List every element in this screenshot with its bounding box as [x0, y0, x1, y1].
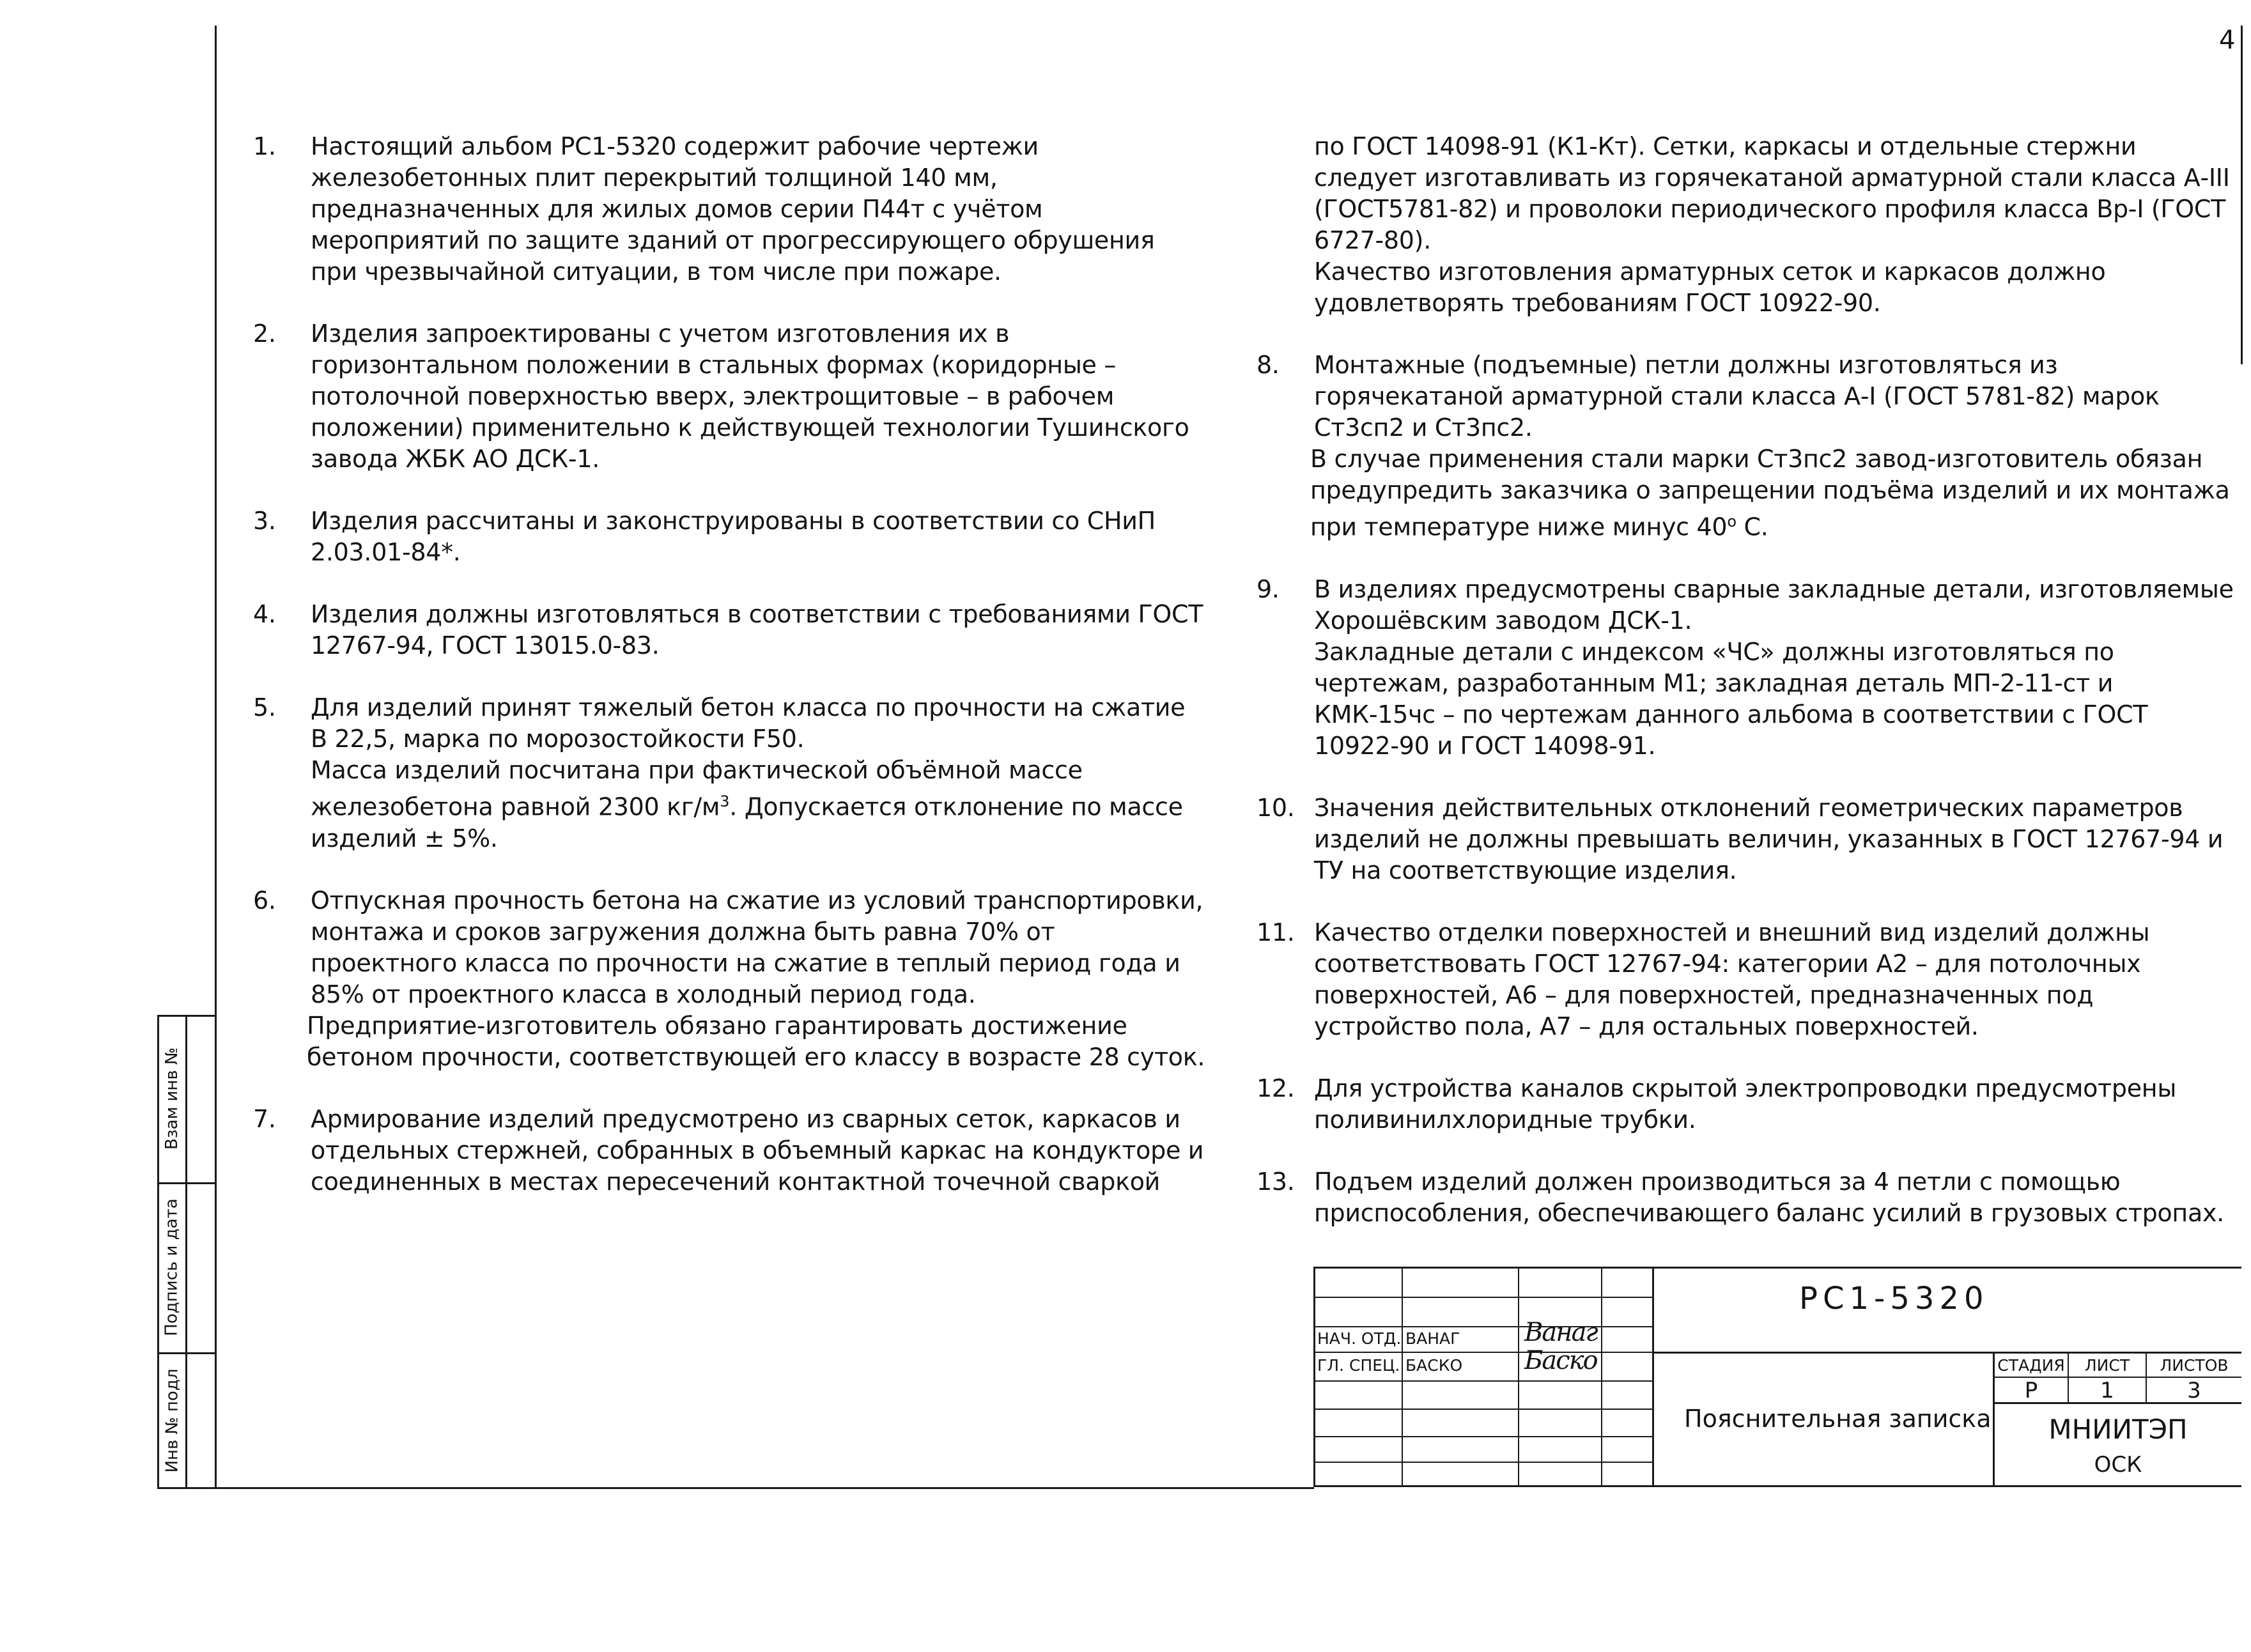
role-head-of-dept: НАЧ. ОТД.: [1317, 1329, 1402, 1348]
name-chief-specialist: БАСКО: [1405, 1356, 1463, 1375]
side-label-original-inv: Инв № подл: [162, 1368, 182, 1473]
note-9: [1253, 574, 2237, 762]
note-number: 4.: [253, 600, 276, 628]
note-1: [249, 131, 1208, 288]
note-4: [249, 599, 1208, 661]
note-number: 6.: [253, 886, 276, 915]
sheets-value: 3: [2187, 1378, 2201, 1403]
note-number: 11.: [1257, 918, 1295, 946]
tb-hline-4: [1313, 1380, 1653, 1382]
stage-value: Р: [2024, 1378, 2038, 1403]
page-number: 4: [2219, 26, 2236, 55]
note-number: 10.: [1257, 793, 1295, 822]
note-text: Изделия запроектированы с учетом изготовления их в горизонтальном положении в стальных формах (коридорные – потолочной поверхностью вверх, электрощитовые – в рабочем положении) применительно к действующей технологии Тушинского завода ЖБК АО ДСК-1.: [311, 320, 1189, 473]
notes-right-column: [1253, 131, 2237, 1229]
tb-vline-4: [1652, 1267, 1654, 1487]
note-number: 13.: [1257, 1167, 1295, 1196]
signature-head-of-dept: Ванаг: [1524, 1318, 1597, 1347]
note-7: [249, 1104, 1208, 1198]
organization-name: МНИИТЭП: [2048, 1414, 2188, 1445]
note-text: Для изделий принят тяжелый бетон класса по прочности на сжатие В 22,5, марка по морозостойкости F50.: [311, 693, 1186, 753]
note-text-temperature: В случае применения стали марки Ст3пс2 завод-изготовитель обязан предупредить заказчика о запрещении подъёма изделий и их монтажа при температуре ниже минус $40^о$ С.: [1310, 445, 2230, 541]
sheet-label: ЛИСТ: [2084, 1356, 2130, 1375]
note-11: [1253, 917, 2237, 1042]
stage-label: СТАДИЯ: [1997, 1356, 2065, 1375]
note-7-continued: [1253, 131, 2237, 319]
note-number: 7.: [253, 1104, 276, 1133]
tb-bottom-line: [1313, 1485, 2241, 1487]
name-head-of-dept: ВАНАГ: [1405, 1329, 1460, 1348]
frame-right-border: [2241, 26, 2243, 364]
note-number: 9.: [1257, 575, 1280, 603]
tb-hline-2: [1313, 1326, 1653, 1327]
tb-hline-5: [1313, 1409, 1653, 1410]
note-text: Качество отделки поверхностей и внешний вид изделий должны соответствовать ГОСТ 12767-94: категории А2 – для потолочных поверхностей, А6 – для поверхностей, предназначенных под устройство пола, А7 – для остальных поверхностей.: [1314, 918, 2150, 1040]
side-stamp: [157, 1015, 212, 1489]
note-8: [1253, 350, 2237, 543]
note-13: [1253, 1166, 2237, 1229]
note-text: Изделия должны изготовляться в соответствии с требованиями ГОСТ 12767-94, ГОСТ 13015.0-83.: [311, 600, 1203, 660]
signature-chief-specialist: Баско: [1524, 1346, 1597, 1375]
note-text: Качество изготовления арматурных сеток и каркасов должно удовлетворять требованиям ГОСТ 10922-90.: [1314, 258, 2106, 317]
note-10: [1253, 792, 2237, 886]
note-text: Армирование изделий предусмотрено из сварных сеток, каркасов и отдельных стержней, собранных в объемный каркас на кондукторе и соединенных в местах пересечений контактной точечной сваркой: [311, 1104, 1204, 1196]
frame-left-border: [215, 26, 217, 1489]
sheets-label: ЛИСТОВ: [2160, 1356, 2229, 1375]
note-number: 5.: [253, 693, 276, 722]
document-code: РС1-5320: [1799, 1281, 1989, 1316]
note-number: 1.: [253, 132, 276, 160]
note-text: Значения действительных отклонений геометрических параметров изделий не должны превышать величин, указанных в ГОСТ 12767-94 и ТУ на соответствующие изделия.: [1314, 793, 2224, 884]
tb-vline-2: [1518, 1267, 1519, 1487]
tb-top-line: [1313, 1267, 2241, 1269]
note-number: 8.: [1257, 351, 1280, 379]
note-text: Для устройства каналов скрытой электропроводки предусмотрены поливинилхлоридные трубки.: [1314, 1074, 2177, 1134]
note-text: Отпускная прочность бетона на сжатие из условий транспортировки, монтажа и сроков загружения должна быть равна 70% от проектного класса по прочности на сжатие в теплый период года и 85% от проектного класса в холодный период года.: [311, 886, 1203, 1008]
note-text-mass: Масса изделий посчитана при фактической объёмной массе железобетона равной 2300 $кг/м^3$. Допускается отклонение по массе изделий ± 5%.: [311, 756, 1183, 853]
note-text: Подъем изделий должен производиться за 4 петли с помощью приспособления, обеспечивающего баланс усилий в грузовых стропах.: [1314, 1167, 2224, 1227]
side-label-replaced-inv: Взам инв №: [162, 1047, 182, 1150]
notes-left-column: [249, 131, 1208, 1198]
tb-code-bottom-line: [1652, 1352, 2241, 1354]
document-title: Пояснительная записка: [1684, 1405, 1992, 1433]
tb-hline-6: [1313, 1436, 1653, 1437]
tb-hline-7: [1313, 1462, 1653, 1463]
superscript: 3: [720, 792, 730, 810]
note-text: Настоящий альбом РС1-5320 содержит рабочие чертежи железобетонных плит перекрытий толщиной 140 мм, предназначенных для жилых домов серии П44т с учётом мероприятий по защите зданий от прогрессирующего обрушения при чрезвычайной ситуации, в том числе при пожаре.: [311, 132, 1155, 286]
superscript: о: [1727, 513, 1737, 530]
department-name: ОСК: [2094, 1452, 2142, 1478]
note-number: 3.: [253, 507, 276, 535]
note-5: [249, 692, 1208, 854]
note-3: [249, 506, 1208, 568]
note-12: [1253, 1073, 2237, 1136]
sheet-value: 1: [2100, 1378, 2114, 1403]
note-6: [249, 885, 1208, 1073]
note-text: Предприятие-изготовитель обязано гарантировать достижение бетоном прочности, соответствующей его классу в возрасте 28 суток.: [307, 1011, 1205, 1071]
note-text: по ГОСТ 14098-91 (К1-Кт). Сетки, каркасы и отдельные стержни следует изготавливать из горячекатаной арматурной стали класса А-III (ГОСТ5781-82) и проволоки периодического профиля класса Вр-I (ГОСТ 6727-80).: [1314, 132, 2230, 254]
tb-hline-3: [1313, 1352, 1653, 1353]
note-text: В изделиях предусмотрены сварные закладные детали, изготовляемые Хорошёвским заводом ДСК-1.: [1314, 575, 2234, 635]
title-block: [1313, 1267, 2241, 1487]
note-2: [249, 318, 1208, 475]
side-label-signature-date: Подпись и дата: [162, 1198, 182, 1336]
note-text: Монтажные (подъемные) петли должны изготовляться из горячекатаной арматурной стали класса А-I (ГОСТ 5781-82) марок Ст3сп2 и Ст3пс2.: [1314, 351, 2160, 442]
tb-hline-1: [1313, 1297, 1653, 1298]
note-text: Изделия рассчитаны и законструированы в соответствии со СНиП 2.03.01-84*.: [311, 507, 1156, 566]
note-number: 2.: [253, 320, 276, 348]
tb-vline-1: [1402, 1267, 1403, 1487]
note-number: 12.: [1257, 1074, 1295, 1102]
role-chief-specialist: ГЛ. СПЕЦ.: [1317, 1356, 1400, 1375]
tb-vline-3: [1601, 1267, 1602, 1487]
frame-bottom-border: [157, 1487, 1314, 1489]
note-text: Закладные детали с индексом «ЧС» должны изготовляться по чертежам, разработанным М1; закладная деталь МП-2-11-ст и КМК-15чс – по чертежам данного альбома в соответствии с ГОСТ 10922-90 и ГОСТ 14098-91.: [1314, 637, 2148, 760]
tb-left-line: [1313, 1267, 1315, 1487]
